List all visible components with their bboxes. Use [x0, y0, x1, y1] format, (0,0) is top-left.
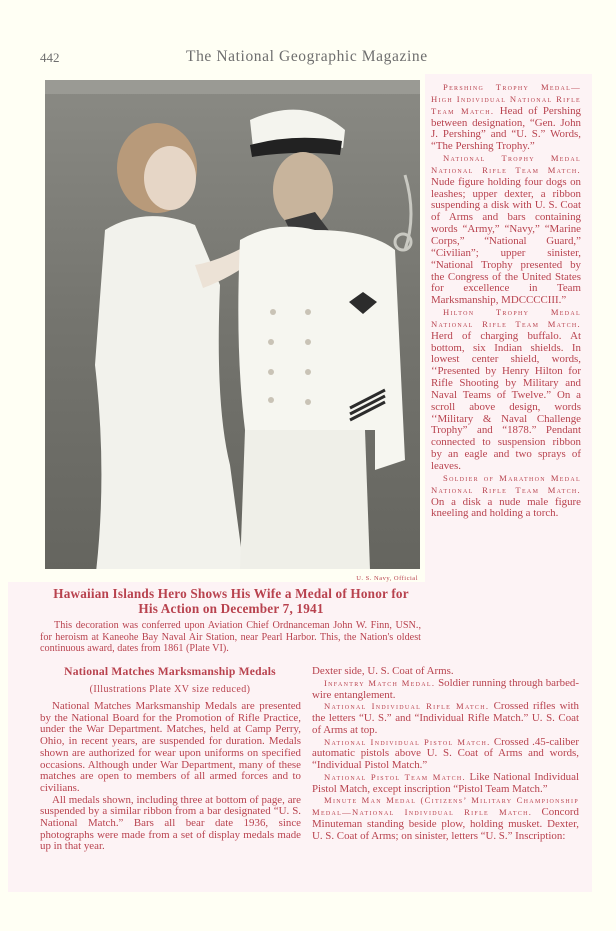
- entry-heading: Pershing Trophy Medal—High Individual National Rifle Team Match.: [431, 82, 581, 116]
- medal-entry: [312, 772, 579, 796]
- entry-heading: National Trophy Medal National Rifle Team Match.: [431, 153, 581, 175]
- caption-title-line-1: Hawaiian Islands Hero Shows His Wife a Medal of Honor for: [53, 586, 409, 601]
- right-column: [312, 666, 579, 842]
- entry-heading: Soldier of Marathon Medal National Rifle Team Match.: [431, 472, 581, 495]
- sidebar-entry: [431, 473, 581, 520]
- sidebar-entry: [431, 153, 581, 307]
- section-subtitle: (Illustrations Plate XV size reduced): [89, 684, 251, 695]
- entry-heading: Infantry Match Medal.: [324, 677, 436, 688]
- photo-top-band: [45, 80, 420, 94]
- sidebar-entry: [431, 82, 581, 153]
- caption-title-line-2: His Action on December 7, 1941: [138, 601, 324, 616]
- entry-text: Soldier running through barbed-wire entanglement.: [312, 676, 579, 701]
- left-column: [40, 701, 301, 853]
- medal-entry: [312, 737, 579, 772]
- medal-entry: [312, 701, 579, 736]
- entry-text: Crossed rifles with the letters “U. S.” and “Individual Rifle Match.” U. S. Coat of Arms at top.: [312, 700, 579, 736]
- photograph: [45, 80, 420, 569]
- entry-text: On a disk a nude male figure kneeling and holding a torch.: [431, 495, 581, 520]
- continuation-text: Dexter side, U. S. Coat of Arms.: [312, 665, 454, 677]
- page-number: 442: [40, 50, 60, 65]
- running-title: The National Geographic Magazine: [186, 48, 428, 65]
- caption-body-text: This decoration was conferred upon Aviation Chief Ordnanceman John W. Finn, USN., for heroism at Kaneohe Bay Naval Air Station, near Pearl Harbor. This, the Nation's oldest continuous award, dates from 1861 (Plate VI).: [40, 620, 421, 655]
- paragraph: All medals shown, including three at bottom of page, are suspended by a similar ribbon from a bar designated “U. S. National Match.” Bars all bear date 1936, since photographs were made from a set of display medals made up in that year.: [40, 793, 301, 853]
- entry-heading: National Individual Pistol Match.: [324, 736, 491, 747]
- caption-body: [40, 620, 421, 655]
- entry-text: Concord Minuteman standing beside plow, holding musket. Dexter, U. S. Coat of Arms; on sinister, letters “U. S.” Inscription:: [312, 806, 580, 842]
- sidebar-column: [431, 82, 581, 520]
- section-title: National Matches Marksmanship Medals: [64, 665, 276, 678]
- sidebar-entry: [431, 307, 581, 473]
- entry-heading: National Individual Rifle Match.: [324, 701, 490, 712]
- entry-heading: Hilton Trophy Medal National Rifle Team Match.: [431, 307, 581, 329]
- entry-heading: National Pistol Team Match.: [324, 771, 466, 782]
- caption-title: [40, 586, 422, 616]
- entry-text: Crossed .45-caliber automatic pistols above U. S. Coat of Arms and words, “Individual Pistol Match.”: [312, 735, 579, 771]
- entry-heading: Minute Man Medal (Citizens’ Military Championship Medal—National Individual Rifle Match.: [312, 795, 579, 817]
- entry-text: Like National Individual Pistol Match, except inscription “Pistol Team Match.”: [312, 770, 579, 795]
- medal-entry: [312, 795, 579, 842]
- entry-text: Head of Pershing between designation, “Gen. John J. Pershing” and “U. S.” Words, “The Pershing Trophy.”: [431, 104, 581, 153]
- photo-illustration: [45, 80, 420, 569]
- entry-text: Herd of charging buffalo. At bottom, six Indian shields. In lowest center shield, words, ‘‘Presented by Henry Hilton for Rifle Shooting by Military and Naval Teams of Twelve.” On a scroll above design, words ‘‘Military & Naval Challenge Trophy” and “1878.” Pendant connected to suspension ribbon by an eagle and two sprays of leaves.: [431, 329, 581, 472]
- medal-entry: [312, 678, 579, 702]
- entry-text: Nude figure holding four dogs on leashes; upper dexter, a ribbon suspending a disk with U. S. Coat of Arms and bars containing words “Army,” “Navy,” “Marine Corps,” “National Guard,” “Civilian”; upper sinister, “National Trophy presented by the Congress of the United States for excellence in Team Marksmanship, MDCCCCIII.”: [431, 175, 581, 307]
- photo-credit: U. S. Navy, Official: [356, 575, 418, 582]
- paragraph: National Matches Marksmanship Medals are presented by the National Board for the Promotion of Rifle Practice, under the War Department. Matches, held at Camp Perry, Ohio, in recent years, are suspended for duration. Medals shown are authorized for wear upon uniforms on specified occasions. Although under War Department, many of these matches are open to members of all armed forces and to civilians.: [40, 700, 301, 794]
